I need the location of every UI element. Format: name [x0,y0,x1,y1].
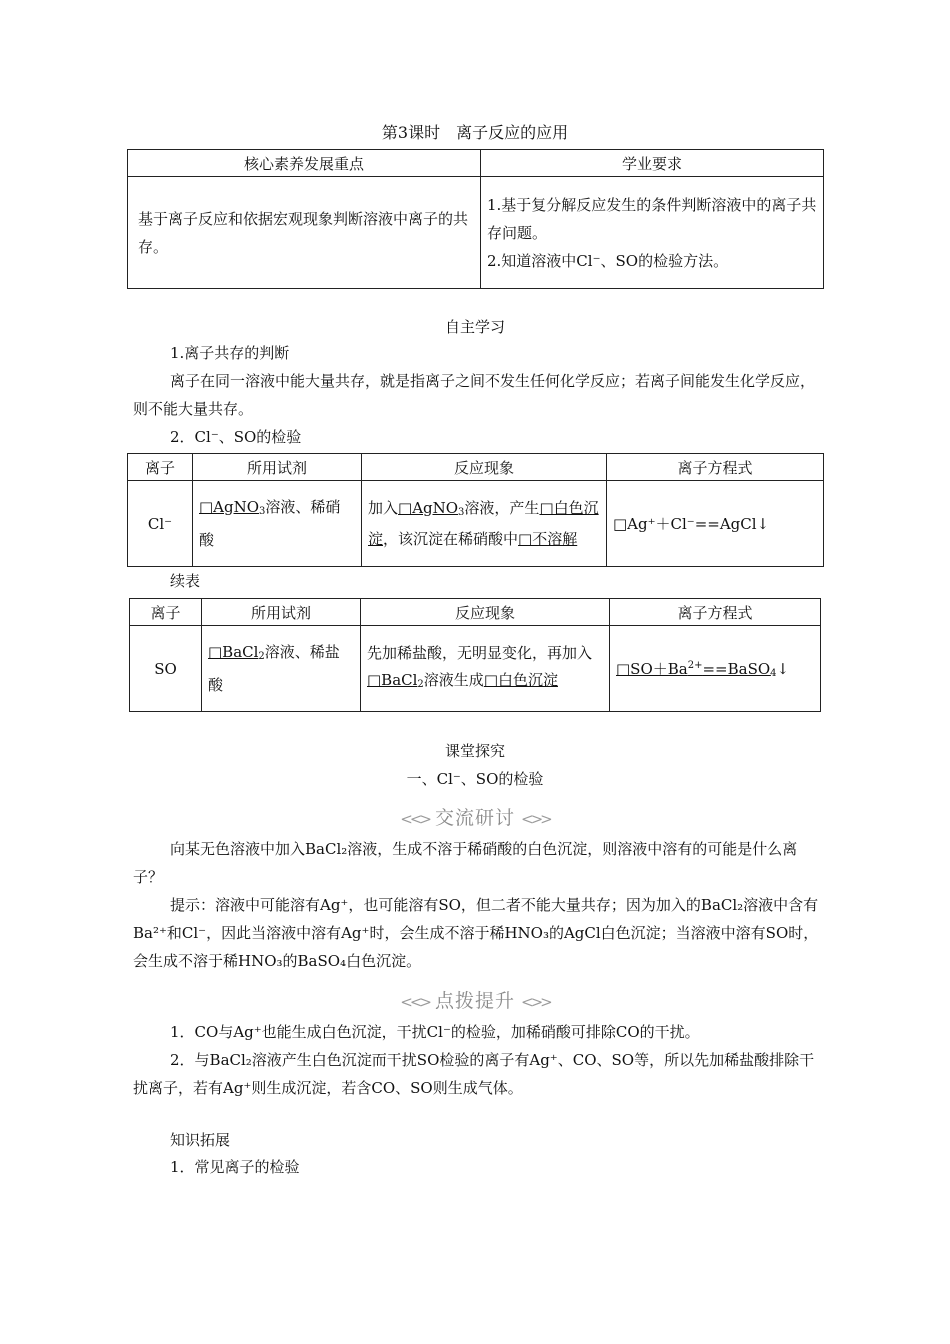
self-study-heading: 自主学习 [444,318,505,336]
cl-ion-cell: Cl⁻ [128,481,193,567]
so-table-header-equation: 离子方程式 [610,599,821,626]
item1-title: 1.离子共存的判断 [170,344,290,362]
so-table-header-ion: 离子 [130,599,202,626]
extension-item-1: 1．常见离子的检验 [170,1158,300,1176]
cl-phenomenon-answer-1: □AgNO$_3$ [398,498,465,518]
so-phenomenon-answer-2: □白色沉淀 [483,670,558,689]
so-table-header-reagent: 所用试剂 [202,599,361,626]
overview-left-text: 基于离子反应和依据宏观现象判断溶液中离子的共存。 [138,209,469,256]
cl-reagent-answer: □AgNO$_3$ [199,498,266,517]
so-reagent-text: 溶液、稀盐酸 [208,643,340,694]
double-chevron-left-icon: <<> [400,810,429,828]
cl-phenomenon-answer-3: □不溶解 [518,529,578,548]
so-equation-cell: $□SO+Ba^{2+}==BaSO_4↓$ [610,626,821,712]
cl-reagent-text: 溶液、稀硝酸 [199,498,341,549]
continued-label: 续表 [170,572,201,590]
discussion-question: 向某无色溶液中加入BaCl₂溶液，生成不溶于稀硝酸的白色沉淀，则溶液中溶有的可能是什么离子？ [133,840,798,886]
page-title: 第3课时 离子反应的应用 [381,123,569,142]
so-test-table [129,598,821,712]
class-explore-heading: 课堂探究 [444,742,505,760]
item2-title: 2．Cl⁻、SO的检验 [170,428,302,446]
double-chevron-left-icon: <<> [400,993,429,1011]
overview-right-line2: 2.知道溶液中Cl⁻、SO的检验方法。 [487,251,729,270]
so-table-header-phenomenon: 反应现象 [361,599,610,626]
cl-test-table [127,453,824,567]
tip-point-2: 2．与BaCl₂溶液产生白色沉淀而干扰SO检验的离子有Ag⁺、CO、SO等，所以先加稀盐酸排除干扰离子，若有Ag⁺则生成沉淀，若含CO、SO则生成气体。 [133,1051,815,1097]
cl-reagent-cell [193,481,362,567]
overview-left-cell [128,177,481,289]
overview-header-right: 学业要求 [481,150,824,177]
overview-right-cell [481,177,824,289]
double-chevron-right-icon: <>> [521,993,550,1011]
discussion-hint: 提示：溶液中可能溶有Ag⁺，也可能溶有SO，但二者不能大量共存；因为加入的BaCl₂溶液中含有Ba²⁺和Cl⁻，因此当溶液中溶有Ag⁺时，会生成不溶于稀HNO₃的AgCl白色沉淀；当溶液中溶有SO时，会生成不溶于稀HNO₃的BaSO₄白色沉淀。 [133,896,819,970]
overview-table [127,149,824,289]
cl-phenomenon-cell: 加入□AgNO$_3$溶液，产生□白色沉淀，该沉淀在稀硝酸中□不溶解 [362,481,607,567]
extension-heading: 知识拓展 [170,1131,231,1149]
so-ion-cell: SO [130,626,202,712]
tip-point-1: 1．CO与Ag⁺也能生成白色沉淀，干扰Cl⁻的检验，加稀硝酸可排除CO的干扰。 [170,1023,700,1041]
class-explore-subheading: 一、Cl⁻、SO的检验 [406,770,544,788]
so-phenomenon-cell: 先加稀盐酸，无明显变化，再加入□BaCl$_2$溶液生成□白色沉淀 [361,626,610,712]
overview-right-line1: 1.基于复分解反应发生的条件判断溶液中的离子共存问题。 [487,195,817,242]
cl-table-header-equation: 离子方程式 [607,454,824,481]
so-equation-answer: $□SO+Ba^{2+}==BaSO_4$ [616,660,777,679]
so-reagent-answer: □BaCl$_2$ [208,643,265,662]
cl-table-header-reagent: 所用试剂 [193,454,362,481]
cl-table-header-ion: 离子 [128,454,193,481]
overview-header-left: 核心素养发展重点 [128,150,481,177]
cl-equation-cell: □Ag⁺＋Cl⁻==AgCl↓ [607,481,824,567]
so-reagent-cell [202,626,361,712]
discussion-banner: <<> 交流研讨 <>> [400,807,550,829]
tips-banner: <<> 点拨提升 <>> [400,990,550,1012]
cl-phenomenon-answer-2: □白色沉淀 [368,498,599,548]
item1-text: 离子在同一溶液中能大量共存，就是指离子之间不发生任何化学反应；若离子间能发生化学反应，则不能大量共存。 [133,372,816,418]
double-chevron-right-icon: <>> [521,810,550,828]
cl-table-header-phenomenon: 反应现象 [362,454,607,481]
so-phenomenon-answer-1: □BaCl$_2$ [367,670,424,690]
